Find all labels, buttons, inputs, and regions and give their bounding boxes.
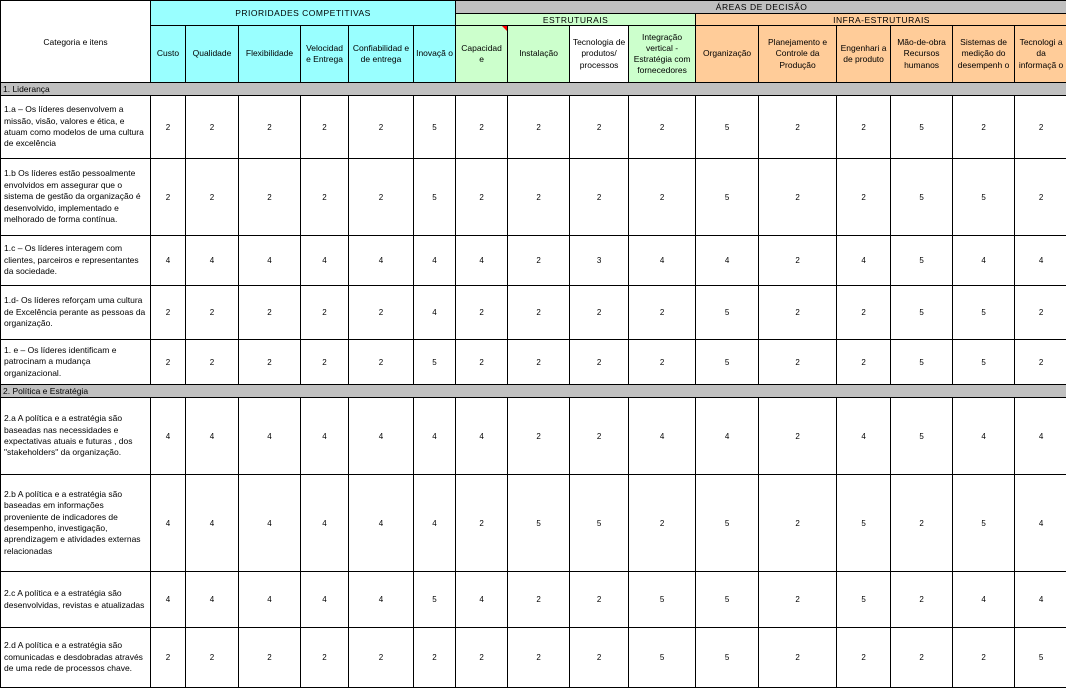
score-cell[interactable]: 4	[186, 475, 239, 572]
score-cell[interactable]: 2	[759, 475, 837, 572]
score-cell[interactable]: 4	[151, 572, 186, 628]
column-header: Integração vertical - Estratégia com fornecedores	[629, 26, 696, 83]
score-cell[interactable]: 4	[151, 236, 186, 286]
score-cell[interactable]: 2	[837, 628, 891, 688]
score-cell[interactable]: 4	[349, 398, 414, 475]
score-cell[interactable]: 2	[349, 628, 414, 688]
score-cell[interactable]: 4	[629, 236, 696, 286]
score-cell[interactable]: 2	[186, 628, 239, 688]
score-cell[interactable]: 2	[629, 96, 696, 159]
score-cell[interactable]: 4	[186, 398, 239, 475]
score-cell[interactable]: 5	[414, 572, 456, 628]
score-cell[interactable]: 2	[349, 340, 414, 385]
score-cell[interactable]: 5	[1015, 628, 1066, 688]
score-cell[interactable]: 4	[1015, 572, 1066, 628]
score-cell[interactable]: 2	[508, 340, 570, 385]
table-row	[1, 159, 1066, 236]
item-label: 1.b Os líderes estão pessoalmente envolvidos em assegurar que o sistema de gestão da organização é desenvolvido, implementado e melhorado de forma contínua.	[1, 159, 151, 236]
score-cell[interactable]: 4	[239, 398, 301, 475]
score-cell[interactable]: 5	[891, 286, 953, 340]
score-cell[interactable]: 2	[349, 286, 414, 340]
score-cell[interactable]: 4	[456, 236, 508, 286]
item-label: 2.b A política e a estratégia são baseadas em informações proveniente de indicadores de desempenho, investigação, aprendizagem e atividades externas relacionadas	[1, 475, 151, 572]
table-row	[1, 286, 1066, 340]
score-cell[interactable]: 4	[629, 398, 696, 475]
score-cell[interactable]: 2	[837, 96, 891, 159]
score-cell[interactable]: 4	[301, 572, 349, 628]
score-cell[interactable]: 4	[696, 236, 759, 286]
score-cell[interactable]: 2	[1015, 340, 1066, 385]
score-cell[interactable]: 3	[570, 236, 629, 286]
score-cell[interactable]: 5	[696, 475, 759, 572]
score-cell[interactable]: 5	[837, 475, 891, 572]
score-cell[interactable]: 5	[696, 96, 759, 159]
score-cell[interactable]: 2	[239, 286, 301, 340]
score-cell[interactable]: 2	[239, 96, 301, 159]
column-header: Velocidad e Entrega	[301, 26, 349, 83]
score-cell[interactable]: 4	[186, 572, 239, 628]
score-cell[interactable]: 2	[759, 628, 837, 688]
column-header: Qualidade	[186, 26, 239, 83]
score-cell[interactable]: 4	[414, 398, 456, 475]
score-cell[interactable]: 2	[151, 159, 186, 236]
column-header: Instalação	[508, 26, 570, 83]
score-cell[interactable]: 2	[570, 96, 629, 159]
score-cell[interactable]: 2	[1015, 159, 1066, 236]
score-cell[interactable]: 2	[759, 236, 837, 286]
score-cell[interactable]: 2	[759, 286, 837, 340]
score-cell[interactable]: 4	[151, 475, 186, 572]
column-header: Organização	[696, 26, 759, 83]
score-cell[interactable]: 2	[1015, 96, 1066, 159]
column-header: Tecnologi a da informaçã o	[1015, 26, 1066, 83]
score-cell[interactable]: 2	[508, 628, 570, 688]
score-cell[interactable]: 2	[186, 340, 239, 385]
score-cell[interactable]: 2	[349, 96, 414, 159]
score-cell[interactable]: 2	[151, 340, 186, 385]
score-cell[interactable]: 2	[953, 96, 1015, 159]
score-cell[interactable]: 5	[696, 159, 759, 236]
score-cell[interactable]: 2	[151, 286, 186, 340]
decision-areas-header: ÁREAS DE DECISÃO	[456, 1, 1066, 14]
score-cell[interactable]: 2	[456, 340, 508, 385]
score-cell[interactable]: 4	[837, 236, 891, 286]
table-row	[1, 628, 1066, 688]
score-cell[interactable]: 4	[186, 236, 239, 286]
score-cell[interactable]: 2	[570, 340, 629, 385]
score-cell[interactable]: 4	[151, 398, 186, 475]
score-cell[interactable]: 5	[696, 572, 759, 628]
score-cell[interactable]: 4	[414, 286, 456, 340]
score-cell[interactable]: 2	[508, 286, 570, 340]
score-cell[interactable]: 2	[759, 96, 837, 159]
score-cell[interactable]: 2	[414, 628, 456, 688]
score-cell[interactable]: 4	[301, 475, 349, 572]
score-cell[interactable]: 4	[456, 398, 508, 475]
score-cell[interactable]: 5	[696, 286, 759, 340]
score-cell[interactable]: 2	[953, 628, 1015, 688]
score-cell[interactable]: 4	[349, 572, 414, 628]
column-header-row	[1, 26, 1066, 83]
score-cell[interactable]: 2	[759, 572, 837, 628]
score-cell[interactable]: 5	[953, 340, 1015, 385]
table-row	[1, 236, 1066, 286]
score-cell[interactable]: 4	[301, 236, 349, 286]
score-cell[interactable]: 4	[953, 398, 1015, 475]
score-cell[interactable]: 5	[629, 628, 696, 688]
score-cell[interactable]: 2	[301, 96, 349, 159]
score-cell[interactable]: 2	[508, 159, 570, 236]
item-label: 1.c – Os líderes interagem com clientes, parceiros e representantes da sociedade.	[1, 236, 151, 286]
item-label: 1.d- Os líderes reforçam uma cultura de Excelência perante as pessoas da organização.	[1, 286, 151, 340]
score-cell[interactable]: 2	[456, 286, 508, 340]
score-cell[interactable]: 2	[570, 398, 629, 475]
score-cell[interactable]: 2	[1015, 286, 1066, 340]
score-cell[interactable]: 5	[837, 572, 891, 628]
score-cell[interactable]: 4	[239, 236, 301, 286]
score-cell[interactable]: 2	[891, 572, 953, 628]
table-row	[1, 572, 1066, 628]
score-cell[interactable]: 2	[186, 159, 239, 236]
score-cell[interactable]: 5	[629, 572, 696, 628]
score-cell[interactable]: 2	[629, 159, 696, 236]
score-cell[interactable]: 2	[837, 340, 891, 385]
score-cell[interactable]: 4	[1015, 236, 1066, 286]
score-cell[interactable]: 2	[186, 286, 239, 340]
score-cell[interactable]: 2	[151, 628, 186, 688]
score-cell[interactable]: 2	[837, 286, 891, 340]
score-cell[interactable]: 5	[891, 96, 953, 159]
score-cell[interactable]: 2	[629, 340, 696, 385]
score-cell[interactable]: 2	[629, 475, 696, 572]
score-cell[interactable]: 2	[186, 96, 239, 159]
section-row	[1, 385, 1066, 398]
item-label: 2.c A política e a estratégia são desenvolvidas, revistas e atualizadas	[1, 572, 151, 628]
score-cell[interactable]: 2	[456, 159, 508, 236]
score-cell[interactable]: 5	[953, 475, 1015, 572]
structural-group-header: ESTRUTURAIS	[456, 14, 696, 26]
score-cell[interactable]: 2	[508, 572, 570, 628]
score-cell[interactable]: 2	[239, 628, 301, 688]
score-cell[interactable]: 2	[759, 340, 837, 385]
score-cell[interactable]: 2	[759, 159, 837, 236]
score-cell[interactable]: 2	[837, 159, 891, 236]
column-header: Custo	[151, 26, 186, 83]
score-cell[interactable]: 5	[891, 159, 953, 236]
score-cell[interactable]: 4	[456, 572, 508, 628]
score-cell[interactable]: 4	[1015, 398, 1066, 475]
score-cell[interactable]: 2	[301, 628, 349, 688]
comment-indicator-icon[interactable]	[502, 26, 507, 31]
score-cell[interactable]: 4	[953, 236, 1015, 286]
column-header: Engenhari a de produto	[837, 26, 891, 83]
score-cell[interactable]: 4	[414, 236, 456, 286]
score-cell[interactable]: 2	[508, 96, 570, 159]
score-cell[interactable]: 2	[891, 475, 953, 572]
score-cell[interactable]: 2	[456, 475, 508, 572]
score-cell[interactable]: 5	[891, 398, 953, 475]
priorities-group-header: PRIORIDADES COMPETITIVAS	[151, 1, 456, 26]
section-title: 2. Política e Estratégia	[1, 385, 1066, 398]
table-row	[1, 340, 1066, 385]
score-cell[interactable]: 5	[696, 628, 759, 688]
score-cell[interactable]: 5	[953, 159, 1015, 236]
score-cell[interactable]: 2	[301, 159, 349, 236]
score-cell[interactable]: 4	[239, 475, 301, 572]
score-cell[interactable]: 2	[570, 628, 629, 688]
score-cell[interactable]: 4	[696, 398, 759, 475]
column-header-capacidade	[456, 26, 508, 83]
score-cell[interactable]: 2	[349, 159, 414, 236]
score-cell[interactable]: 5	[570, 475, 629, 572]
column-header: Flexibilidade	[239, 26, 301, 83]
score-cell[interactable]: 2	[570, 572, 629, 628]
score-cell[interactable]: 2	[239, 159, 301, 236]
column-header: Sistemas de medição do desempenh o	[953, 26, 1015, 83]
score-cell[interactable]: 5	[953, 286, 1015, 340]
item-label: 1. e – Os líderes identificam e patrocinam a mudança organizacional.	[1, 340, 151, 385]
score-cell[interactable]: 2	[759, 398, 837, 475]
score-cell[interactable]: 4	[1015, 475, 1066, 572]
column-header: Planejamento e Controle da Produção	[759, 26, 837, 83]
score-cell[interactable]: 5	[891, 236, 953, 286]
score-cell[interactable]: 5	[891, 340, 953, 385]
column-header: Mão-de-obra Recursos humanos	[891, 26, 953, 83]
score-cell[interactable]: 2	[508, 398, 570, 475]
item-label: 1.a – Os líderes desenvolvem a missão, visão, valores e ética, e atuam como modelos de uma cultura de excelência	[1, 96, 151, 159]
section-title: 1. Liderança	[1, 83, 1066, 96]
table-header	[1, 1, 1066, 83]
score-cell[interactable]: 4	[414, 475, 456, 572]
column-header: Confiabilidad e de entrega	[349, 26, 414, 83]
score-cell[interactable]: 2	[151, 96, 186, 159]
infra-group-header: INFRA-ESTRUTURAIS	[696, 14, 1066, 26]
table-row	[1, 475, 1066, 572]
score-cell[interactable]: 5	[414, 159, 456, 236]
category-header: Categoria e itens	[1, 1, 151, 83]
column-header-label: Capacidad e	[461, 42, 502, 64]
score-cell[interactable]: 5	[508, 475, 570, 572]
score-cell[interactable]: 2	[301, 340, 349, 385]
score-cell[interactable]: 5	[414, 96, 456, 159]
score-cell[interactable]: 2	[570, 286, 629, 340]
score-cell[interactable]: 2	[301, 286, 349, 340]
score-cell[interactable]: 4	[349, 236, 414, 286]
section-row	[1, 83, 1066, 96]
column-header: Inovaçã o	[414, 26, 456, 83]
score-cell[interactable]: 4	[349, 475, 414, 572]
item-label: 2.a A política e a estratégia são baseadas nas necessidades e expectativas atuais e futuras , dos "stakeholders" da organização.	[1, 398, 151, 475]
score-cell[interactable]: 4	[301, 398, 349, 475]
score-cell[interactable]: 4	[837, 398, 891, 475]
score-cell[interactable]: 2	[456, 628, 508, 688]
table-row	[1, 96, 1066, 159]
score-cell[interactable]: 2	[508, 236, 570, 286]
score-cell[interactable]: 2	[570, 159, 629, 236]
score-cell[interactable]: 5	[414, 340, 456, 385]
table-row	[1, 398, 1066, 475]
score-cell[interactable]: 2	[891, 628, 953, 688]
item-label: 2.d A política e a estratégia são comunicadas e desdobradas através de uma rede de processos chave.	[1, 628, 151, 688]
table-body	[1, 83, 1066, 688]
score-cell[interactable]: 2	[239, 340, 301, 385]
score-cell[interactable]: 4	[953, 572, 1015, 628]
score-cell[interactable]: 2	[629, 286, 696, 340]
score-cell[interactable]: 4	[239, 572, 301, 628]
column-header: Tecnologia de produtos/ processos	[570, 26, 629, 83]
score-cell[interactable]: 2	[456, 96, 508, 159]
score-cell[interactable]: 5	[696, 340, 759, 385]
